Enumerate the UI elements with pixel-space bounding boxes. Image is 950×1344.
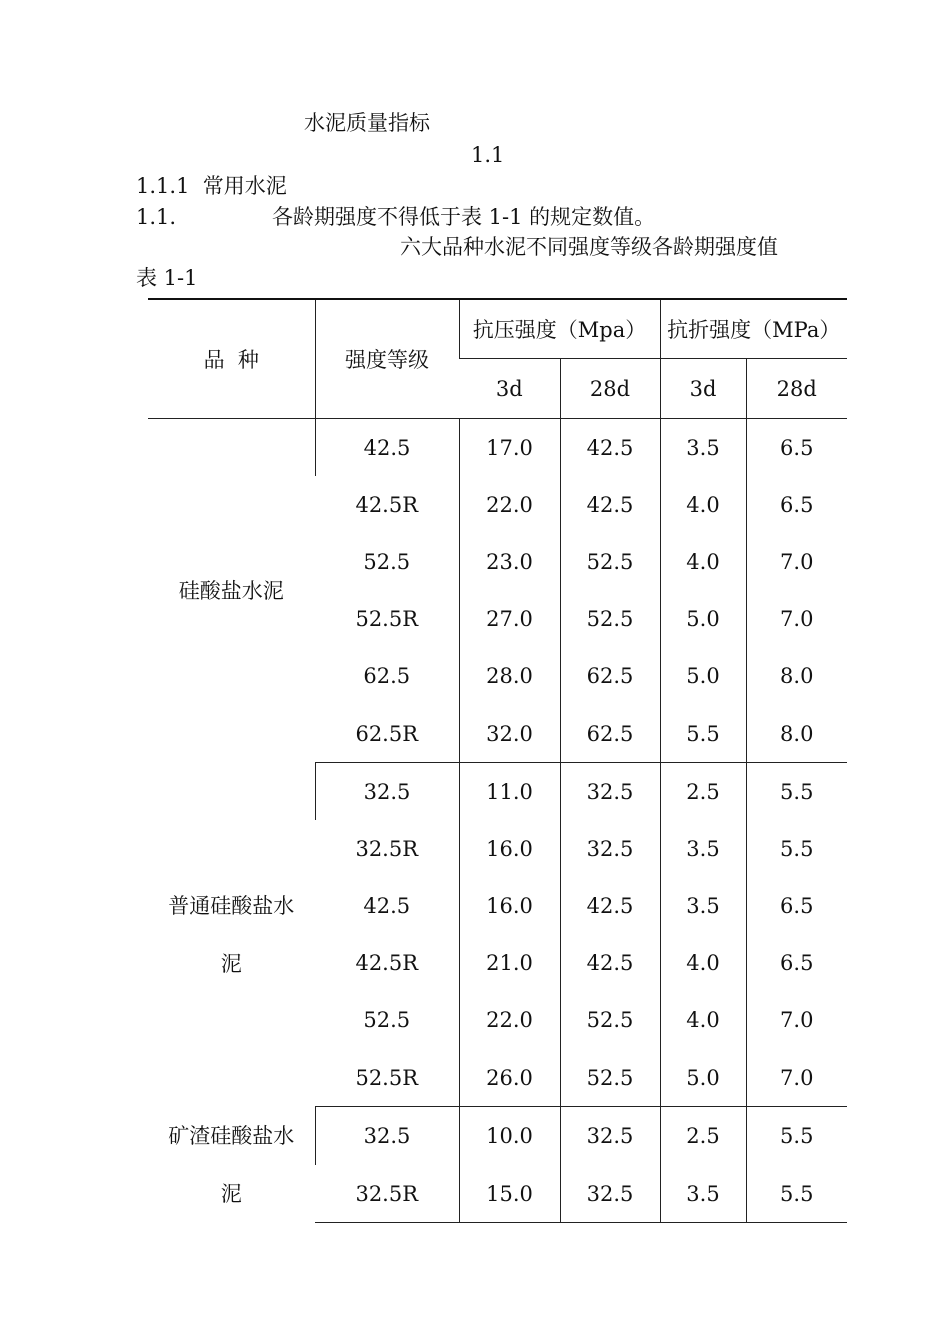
compressive-3d-cell: 23.0 xyxy=(459,533,560,590)
flexural-3d-cell: 4.0 xyxy=(660,992,746,1049)
flexural-3d-cell: 3.5 xyxy=(660,419,746,477)
compressive-3d-cell: 15.0 xyxy=(459,1165,560,1223)
compressive-3d-cell: 32.0 xyxy=(459,705,560,763)
grade-cell: 52.5 xyxy=(363,549,411,574)
variety-name-line: 普通硅酸盐水 xyxy=(168,893,295,918)
clause-text: 各龄期强度不得低于表 1-1 的规定数值。 xyxy=(272,205,656,229)
compressive-3d-cell: 16.0 xyxy=(459,878,560,935)
flexural-28d-cell: 5.5 xyxy=(746,820,847,877)
flexural-3d-cell: 4.0 xyxy=(660,935,746,992)
section-number: 1.1 xyxy=(471,143,505,167)
flexural-28d-cell: 8.0 xyxy=(746,648,847,705)
grade-cell: 42.5R xyxy=(355,492,419,517)
compressive-28d-cell: 32.5 xyxy=(560,820,660,877)
flexural-28d-cell: 7.0 xyxy=(746,591,847,648)
grade-cell: 32.5R xyxy=(315,1165,459,1223)
flexural-3d-cell: 2.5 xyxy=(660,763,746,821)
header-compressive: 抗压强度（Mpa） xyxy=(459,299,660,359)
variety-cell xyxy=(148,419,315,763)
header-compressive-28d: 28d xyxy=(560,359,660,419)
compressive-28d-cell: 42.5 xyxy=(560,419,660,477)
flexural-3d-cell: 5.5 xyxy=(660,705,746,763)
flexural-28d-cell: 6.5 xyxy=(746,419,847,477)
compressive-3d-cell: 10.0 xyxy=(459,1107,560,1165)
grade-cell: 42.5 xyxy=(315,419,459,477)
flexural-3d-cell: 5.0 xyxy=(660,591,746,648)
flexural-3d-cell: 3.5 xyxy=(660,1165,746,1223)
grade-cell: 52.5R xyxy=(315,1049,459,1107)
grade-cell: 32.5 xyxy=(315,763,459,821)
header-flexural-28d: 28d xyxy=(746,359,847,419)
compressive-28d-cell: 52.5 xyxy=(560,992,660,1049)
compressive-3d-cell: 27.0 xyxy=(459,591,560,648)
document-title: 水泥质量指标 xyxy=(304,111,430,135)
flexural-3d-cell: 2.5 xyxy=(660,1107,746,1165)
header-compressive-3d: 3d xyxy=(459,359,560,419)
variety-name-line: 泥 xyxy=(220,1181,242,1206)
grade-cell: 62.5R xyxy=(315,705,459,763)
variety-cell xyxy=(148,1107,315,1223)
grade-cell: 62.5 xyxy=(363,664,411,689)
grade-cell: 32.5R xyxy=(355,836,419,861)
compressive-28d-cell: 62.5 xyxy=(560,648,660,705)
header-flexural: 抗折强度（MPa） xyxy=(660,299,847,359)
flexural-28d-cell: 6.5 xyxy=(746,878,847,935)
variety-name-line: 泥 xyxy=(220,951,242,976)
table-row xyxy=(148,763,847,821)
flexural-28d-cell: 5.5 xyxy=(746,1107,847,1165)
strength-table xyxy=(148,298,847,1223)
clause-number: 1.1. xyxy=(136,205,177,229)
compressive-28d-cell: 32.5 xyxy=(560,763,660,821)
header-variety: 品 种 xyxy=(148,299,315,419)
header-flexural-3d: 3d xyxy=(660,359,746,419)
grade-cell: 52.5R xyxy=(355,607,419,632)
flexural-28d-cell: 6.5 xyxy=(746,476,847,533)
flexural-3d-cell: 3.5 xyxy=(660,820,746,877)
compressive-28d-cell: 42.5 xyxy=(560,476,660,533)
flexural-3d-cell: 4.0 xyxy=(660,476,746,533)
compressive-28d-cell: 62.5 xyxy=(560,705,660,763)
table-row xyxy=(148,1107,847,1165)
variety-name-line: 矿渣硅酸盐水 xyxy=(168,1123,295,1148)
compressive-3d-cell: 16.0 xyxy=(459,820,560,877)
compressive-28d-cell: 52.5 xyxy=(560,533,660,590)
flexural-3d-cell: 4.0 xyxy=(660,533,746,590)
table-row xyxy=(148,419,847,477)
compressive-3d-cell: 22.0 xyxy=(459,476,560,533)
flexural-28d-cell: 5.5 xyxy=(746,763,847,821)
header-grade: 强度等级 xyxy=(315,299,459,419)
flexural-3d-cell: 3.5 xyxy=(660,878,746,935)
variety-cell xyxy=(148,763,315,1107)
flexural-28d-cell: 6.5 xyxy=(746,935,847,992)
flexural-3d-cell: 5.0 xyxy=(660,1049,746,1107)
compressive-3d-cell: 26.0 xyxy=(459,1049,560,1107)
compressive-28d-cell: 52.5 xyxy=(560,591,660,648)
grade-cell: 32.5 xyxy=(315,1107,459,1165)
compressive-28d-cell: 42.5 xyxy=(560,935,660,992)
grade-cell: 42.5R xyxy=(355,951,419,976)
compressive-3d-cell: 11.0 xyxy=(459,763,560,821)
flexural-28d-cell: 7.0 xyxy=(746,533,847,590)
grade-cell: 52.5 xyxy=(363,1008,411,1033)
flexural-28d-cell: 7.0 xyxy=(746,992,847,1049)
grade-cell: 42.5 xyxy=(363,894,411,919)
compressive-28d-cell: 32.5 xyxy=(560,1107,660,1165)
variety-name-line: 硅酸盐水泥 xyxy=(178,578,284,603)
subsection-heading: 1.1.1 常用水泥 xyxy=(136,174,287,198)
flexural-28d-cell: 8.0 xyxy=(746,705,847,763)
compressive-28d-cell: 42.5 xyxy=(560,878,660,935)
compressive-28d-cell: 32.5 xyxy=(560,1165,660,1223)
compressive-3d-cell: 28.0 xyxy=(459,648,560,705)
compressive-3d-cell: 21.0 xyxy=(459,935,560,992)
compressive-28d-cell: 52.5 xyxy=(560,1049,660,1107)
flexural-28d-cell: 5.5 xyxy=(746,1165,847,1223)
flexural-28d-cell: 7.0 xyxy=(746,1049,847,1107)
flexural-3d-cell: 5.0 xyxy=(660,648,746,705)
table-label: 表 1-1 xyxy=(136,266,198,290)
table-caption: 六大品种水泥不同强度等级各龄期强度值 xyxy=(400,235,778,259)
compressive-3d-cell: 17.0 xyxy=(459,419,560,477)
compressive-3d-cell: 22.0 xyxy=(459,992,560,1049)
